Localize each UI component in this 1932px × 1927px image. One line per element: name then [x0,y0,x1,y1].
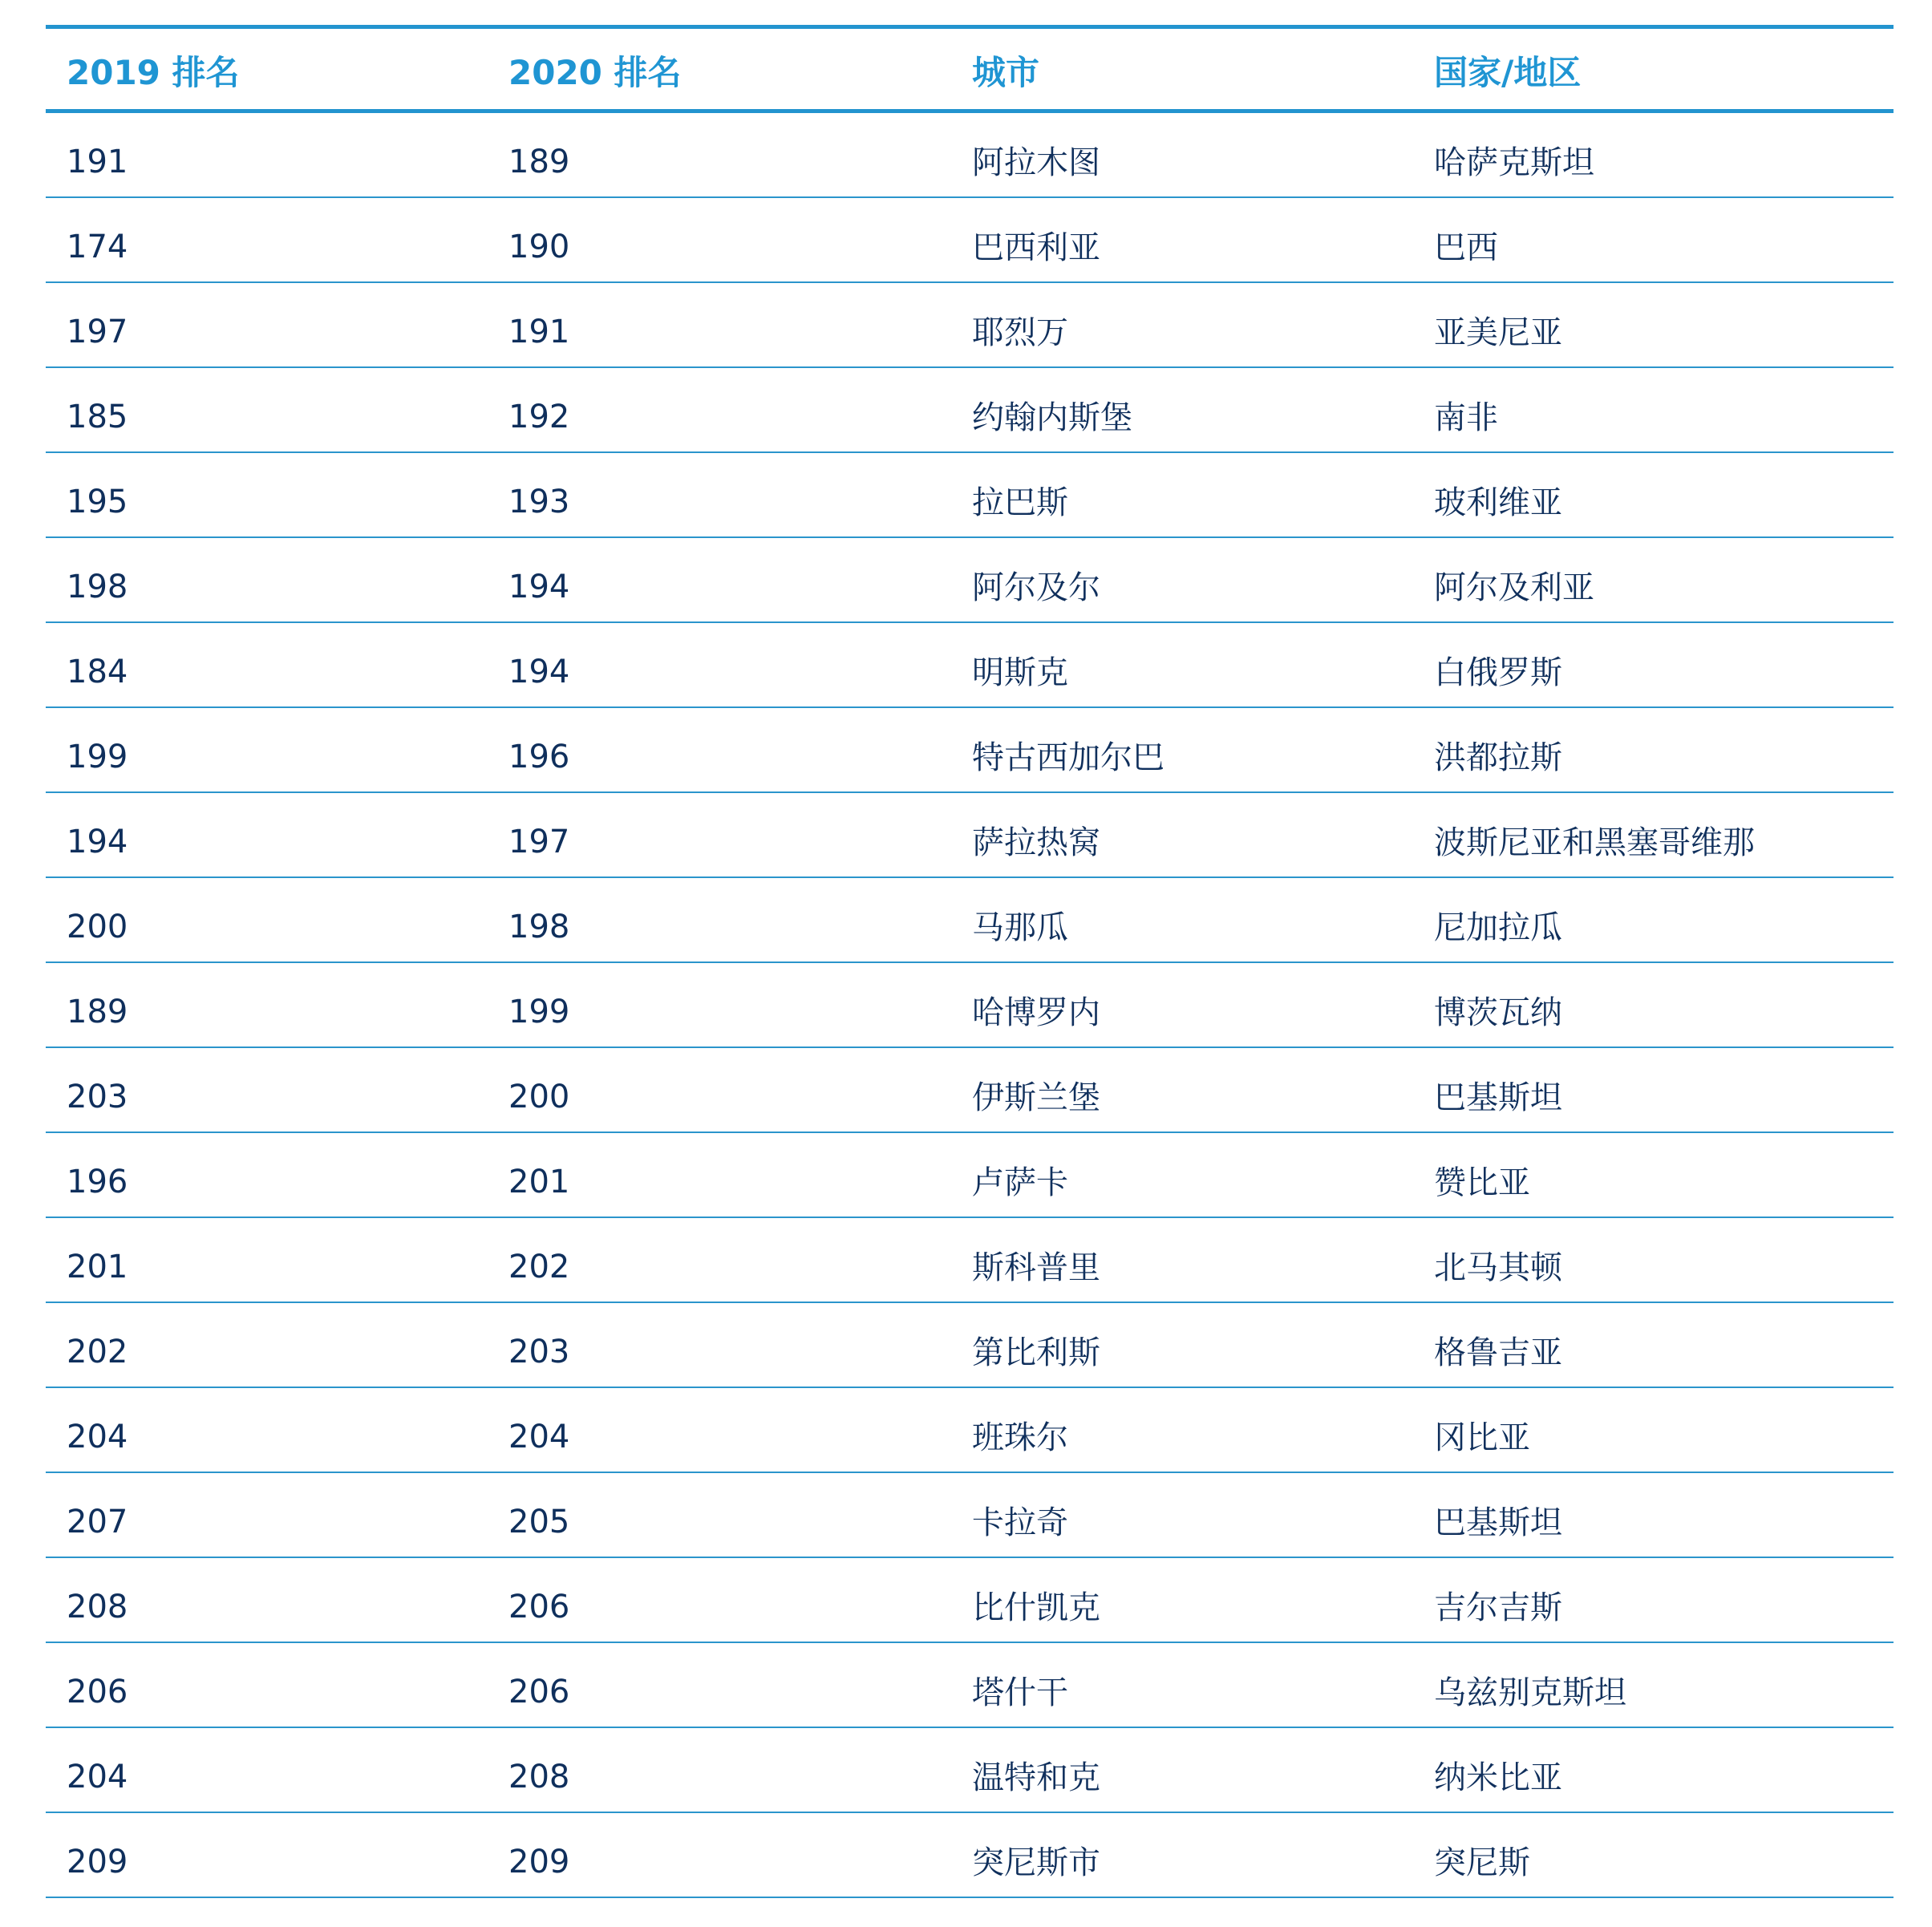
rank-2019-cell: 201 [67,1249,128,1285]
city-cell: 比什凯克 [972,1589,1100,1626]
table-row [46,1133,1894,1218]
city-cell: 耶烈万 [972,314,1068,351]
column-header-city: 城市 [972,53,1040,92]
rank-2019-cell: 198 [67,569,128,605]
table-header-row [46,29,1894,113]
city-cell: 马那瓜 [972,909,1068,946]
country-cell: 哈萨克斯坦 [1434,144,1594,181]
table-row [46,963,1894,1048]
city-cell: 第比利斯 [972,1334,1100,1371]
table-row [46,198,1894,283]
city-cell: 巴西利亚 [972,229,1100,266]
country-cell: 吉尔吉斯 [1434,1589,1562,1626]
country-cell: 阿尔及利亚 [1434,569,1594,606]
country-cell: 南非 [1434,399,1498,436]
rank-2019-cell: 203 [67,1079,128,1115]
table-row [46,283,1894,368]
rank-2020-cell: 206 [508,1674,570,1710]
rank-2019-cell: 194 [67,824,128,860]
table-row [46,1048,1894,1133]
rank-2019-cell: 207 [67,1504,128,1540]
rank-2020-cell: 204 [508,1419,570,1455]
city-cell: 阿尔及尔 [972,569,1100,606]
country-cell: 波斯尼亚和黑塞哥维那 [1434,824,1755,861]
rank-2020-cell: 193 [508,484,570,520]
rank-2019-cell: 195 [67,484,128,520]
country-cell: 白俄罗斯 [1434,654,1562,691]
rank-2019-cell: 184 [67,654,128,690]
ranking-table [46,25,1894,1898]
country-cell: 巴基斯坦 [1434,1079,1562,1116]
table-row [46,453,1894,538]
country-cell: 亚美尼亚 [1434,314,1562,351]
table-row [46,538,1894,623]
country-cell: 格鲁吉亚 [1434,1334,1562,1371]
country-cell: 博茨瓦纳 [1434,994,1562,1031]
country-cell: 冈比亚 [1434,1419,1530,1456]
table-row [46,113,1894,198]
city-cell: 阿拉木图 [972,144,1100,181]
rank-2019-cell: 209 [67,1844,128,1880]
rank-2020-cell: 197 [508,824,570,860]
rank-2020-cell: 200 [508,1079,570,1115]
rank-2019-cell: 200 [67,909,128,945]
rank-2020-cell: 194 [508,654,570,690]
city-cell: 明斯克 [972,654,1068,691]
country-cell: 洪都拉斯 [1434,739,1562,776]
rank-2020-cell: 203 [508,1334,570,1370]
city-cell: 特古西加尔巴 [972,739,1164,776]
table-row [46,1728,1894,1813]
table-row [46,623,1894,708]
rank-2020-cell: 206 [508,1589,570,1625]
country-cell: 巴基斯坦 [1434,1504,1562,1541]
rank-2020-cell: 192 [508,399,570,435]
rank-2020-cell: 202 [508,1249,570,1285]
city-cell: 萨拉热窝 [972,824,1100,861]
rank-2020-cell: 190 [508,229,570,265]
country-cell: 巴西 [1434,229,1498,266]
rank-2019-cell: 196 [67,1164,128,1200]
country-cell: 玻利维亚 [1434,484,1562,521]
column-header-2019-rank: 2019 排名 [67,53,240,92]
city-cell: 伊斯兰堡 [972,1079,1100,1116]
table-row [46,1558,1894,1643]
rank-2020-cell: 199 [508,994,570,1030]
rank-2019-cell: 204 [67,1419,128,1455]
table-row [46,1643,1894,1728]
table-row [46,1218,1894,1303]
city-cell: 突尼斯市 [972,1844,1100,1881]
rank-2020-cell: 191 [508,314,570,350]
rank-2019-cell: 208 [67,1589,128,1625]
rank-2019-cell: 185 [67,399,128,435]
table-row [46,1473,1894,1558]
country-cell: 赞比亚 [1434,1164,1530,1201]
rank-2020-cell: 201 [508,1164,570,1200]
table-body [46,113,1894,1898]
country-cell: 北马其顿 [1434,1249,1562,1286]
table-row [46,1813,1894,1898]
column-header-2020-rank: 2020 排名 [508,53,682,92]
rank-2020-cell: 194 [508,569,570,605]
city-cell: 斯科普里 [972,1249,1100,1286]
rank-2020-cell: 189 [508,144,570,180]
rank-2019-cell: 199 [67,739,128,775]
rank-2020-cell: 196 [508,739,570,775]
country-cell: 纳米比亚 [1434,1759,1562,1796]
city-cell: 卢萨卡 [972,1164,1068,1201]
city-cell: 班珠尔 [972,1419,1068,1456]
rank-2019-cell: 206 [67,1674,128,1710]
rank-2019-cell: 174 [67,229,128,265]
country-cell: 乌兹别克斯坦 [1434,1674,1626,1711]
rank-2019-cell: 189 [67,994,128,1030]
rank-2019-cell: 204 [67,1759,128,1795]
table-row [46,1303,1894,1388]
rank-2019-cell: 202 [67,1334,128,1370]
city-cell: 卡拉奇 [972,1504,1068,1541]
table-row [46,708,1894,793]
rank-2020-cell: 198 [508,909,570,945]
rank-2020-cell: 209 [508,1844,570,1880]
city-cell: 约翰内斯堡 [972,399,1132,436]
rank-2019-cell: 197 [67,314,128,350]
country-cell: 尼加拉瓜 [1434,909,1562,946]
table-row [46,368,1894,453]
rank-2020-cell: 208 [508,1759,570,1795]
city-cell: 哈博罗内 [972,994,1100,1031]
city-cell: 拉巴斯 [972,484,1068,521]
rank-2020-cell: 205 [508,1504,570,1540]
table-row [46,878,1894,963]
table-row [46,1388,1894,1473]
table-row [46,793,1894,878]
column-header-country: 国家/地区 [1434,53,1582,92]
country-cell: 突尼斯 [1434,1844,1530,1881]
rank-2019-cell: 191 [67,144,128,180]
city-cell: 塔什干 [972,1674,1068,1711]
city-cell: 温特和克 [972,1759,1100,1796]
